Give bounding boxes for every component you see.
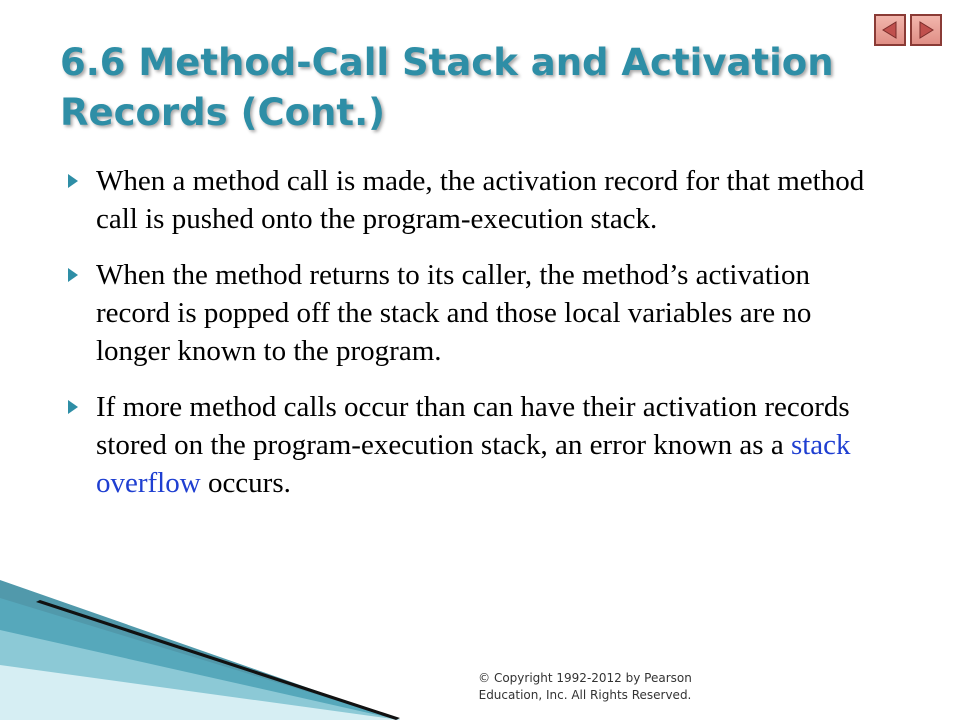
bullet-item [60, 256, 880, 370]
triangle-right-icon [916, 20, 936, 40]
highlighted-term: stack overflow [96, 429, 851, 499]
previous-slide-button[interactable] [874, 14, 906, 46]
copyright-notice: © Copyright 1992-2012 by Pearson Education, Inc. All Rights Reserved. [478, 671, 692, 702]
triangle-left-icon [880, 20, 900, 40]
bullet-list [60, 162, 880, 520]
bullet-text: When the method returns to its caller, the method’s activation record is popped off the stack and those local variables are no longer known to the program. [96, 259, 812, 367]
bullet-text-start: If more method calls occur than can have their activation records stored on the program-execution stack, an error known as a [96, 391, 850, 461]
bullet-item [60, 162, 880, 238]
corner-decoration [0, 580, 400, 720]
bullet-item [60, 388, 880, 502]
bullet-text-end: occurs. [200, 467, 291, 499]
next-slide-button[interactable] [910, 14, 942, 46]
bullet-arrow-icon [68, 268, 78, 282]
bullet-arrow-icon [68, 174, 78, 188]
bullet-arrow-icon [68, 400, 78, 414]
bullet-text: When a method call is made, the activation record for that method call is pushed onto the program-execution stack. [96, 165, 865, 235]
slide-title: 6.6 Method-Call Stack and Activation Records (Cont.) [60, 41, 834, 134]
slide-navigation [874, 14, 942, 46]
